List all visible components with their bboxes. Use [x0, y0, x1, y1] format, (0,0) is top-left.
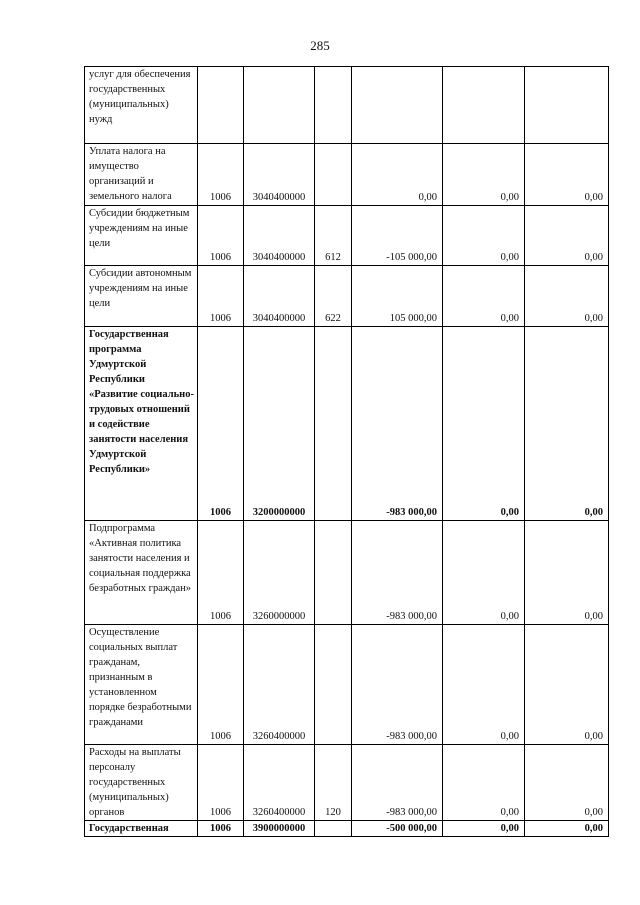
row-name: Государственная: [85, 821, 198, 837]
cell-year3: 0,00: [525, 144, 609, 206]
cell-section: 1006: [198, 821, 244, 837]
cell-year2: 0,00: [443, 821, 525, 837]
cell-amount: -500 000,00: [352, 821, 443, 837]
cell-type: [315, 327, 352, 521]
cell-year3: 0,00: [525, 327, 609, 521]
cell-year2: 0,00: [443, 266, 525, 327]
cell-year2: 0,00: [443, 327, 525, 521]
table-row: [85, 327, 609, 521]
cell-year3: 0,00: [525, 266, 609, 327]
cell-amount: -105 000,00: [352, 206, 443, 266]
cell-section: 1006: [198, 144, 244, 206]
cell-target: 3260400000: [244, 745, 315, 821]
cell-target: 3040400000: [244, 144, 315, 206]
cell-section: [198, 67, 244, 144]
cell-amount: -983 000,00: [352, 327, 443, 521]
cell-type: [315, 625, 352, 745]
table-row: [85, 144, 609, 206]
cell-type: [315, 144, 352, 206]
table-row: [85, 266, 609, 327]
cell-year3: 0,00: [525, 206, 609, 266]
cell-type: 622: [315, 266, 352, 327]
cell-type: 120: [315, 745, 352, 821]
table-row: [85, 521, 609, 625]
cell-target: 3200000000: [244, 327, 315, 521]
cell-target: 3260000000: [244, 521, 315, 625]
cell-year2: 0,00: [443, 144, 525, 206]
table-row: [85, 821, 609, 837]
cell-section: 1006: [198, 206, 244, 266]
cell-year2: 0,00: [443, 521, 525, 625]
row-name: Расходы на выплаты персоналу государственных (муниципальных) органов: [85, 745, 198, 821]
cell-section: 1006: [198, 745, 244, 821]
cell-amount: -983 000,00: [352, 745, 443, 821]
cell-year3: 0,00: [525, 625, 609, 745]
table-body: [85, 67, 609, 837]
cell-target: [244, 67, 315, 144]
cell-amount: -983 000,00: [352, 521, 443, 625]
cell-year2: 0,00: [443, 206, 525, 266]
cell-section: 1006: [198, 266, 244, 327]
cell-section: 1006: [198, 327, 244, 521]
cell-year2: 0,00: [443, 625, 525, 745]
cell-type: [315, 67, 352, 144]
row-name: услуг для обеспечения государственных (муниципальных) нужд: [85, 67, 198, 144]
cell-target: 3040400000: [244, 266, 315, 327]
cell-type: 612: [315, 206, 352, 266]
table-row: [85, 625, 609, 745]
cell-section: 1006: [198, 521, 244, 625]
row-name: Подпрограмма «Активная политика занятости населения и социальная поддержка безработных граждан»: [85, 521, 198, 625]
cell-year3: 0,00: [525, 745, 609, 821]
cell-target: 3260400000: [244, 625, 315, 745]
cell-year2: 0,00: [443, 745, 525, 821]
cell-amount: 0,00: [352, 144, 443, 206]
cell-amount: [352, 67, 443, 144]
table-row: [85, 206, 609, 266]
row-name: Субсидии автономным учреждениям на иные цели: [85, 266, 198, 327]
cell-target: 3900000000: [244, 821, 315, 837]
row-name: Государственная программа Удмуртской Республики «Развитие социально-трудовых отношений и содействие занятости населения Удмуртской Республики»: [85, 327, 198, 521]
cell-section: 1006: [198, 625, 244, 745]
row-name: Субсидии бюджетным учреждениям на иные цели: [85, 206, 198, 266]
cell-amount: 105 000,00: [352, 266, 443, 327]
cell-type: [315, 821, 352, 837]
table-row: [85, 745, 609, 821]
cell-target: 3040400000: [244, 206, 315, 266]
row-name: Уплата налога на имущество организаций и земельного налога: [85, 144, 198, 206]
cell-year2: [443, 67, 525, 144]
cell-amount: -983 000,00: [352, 625, 443, 745]
table-row: [85, 67, 609, 144]
page-number: 285: [310, 38, 330, 53]
cell-type: [315, 521, 352, 625]
cell-year3: 0,00: [525, 821, 609, 837]
cell-year3: 0,00: [525, 521, 609, 625]
cell-year3: [525, 67, 609, 144]
row-name: Осуществление социальных выплат гражданам, признанным в установленном порядке безработными гражданами: [85, 625, 198, 745]
budget-table: [84, 66, 609, 837]
